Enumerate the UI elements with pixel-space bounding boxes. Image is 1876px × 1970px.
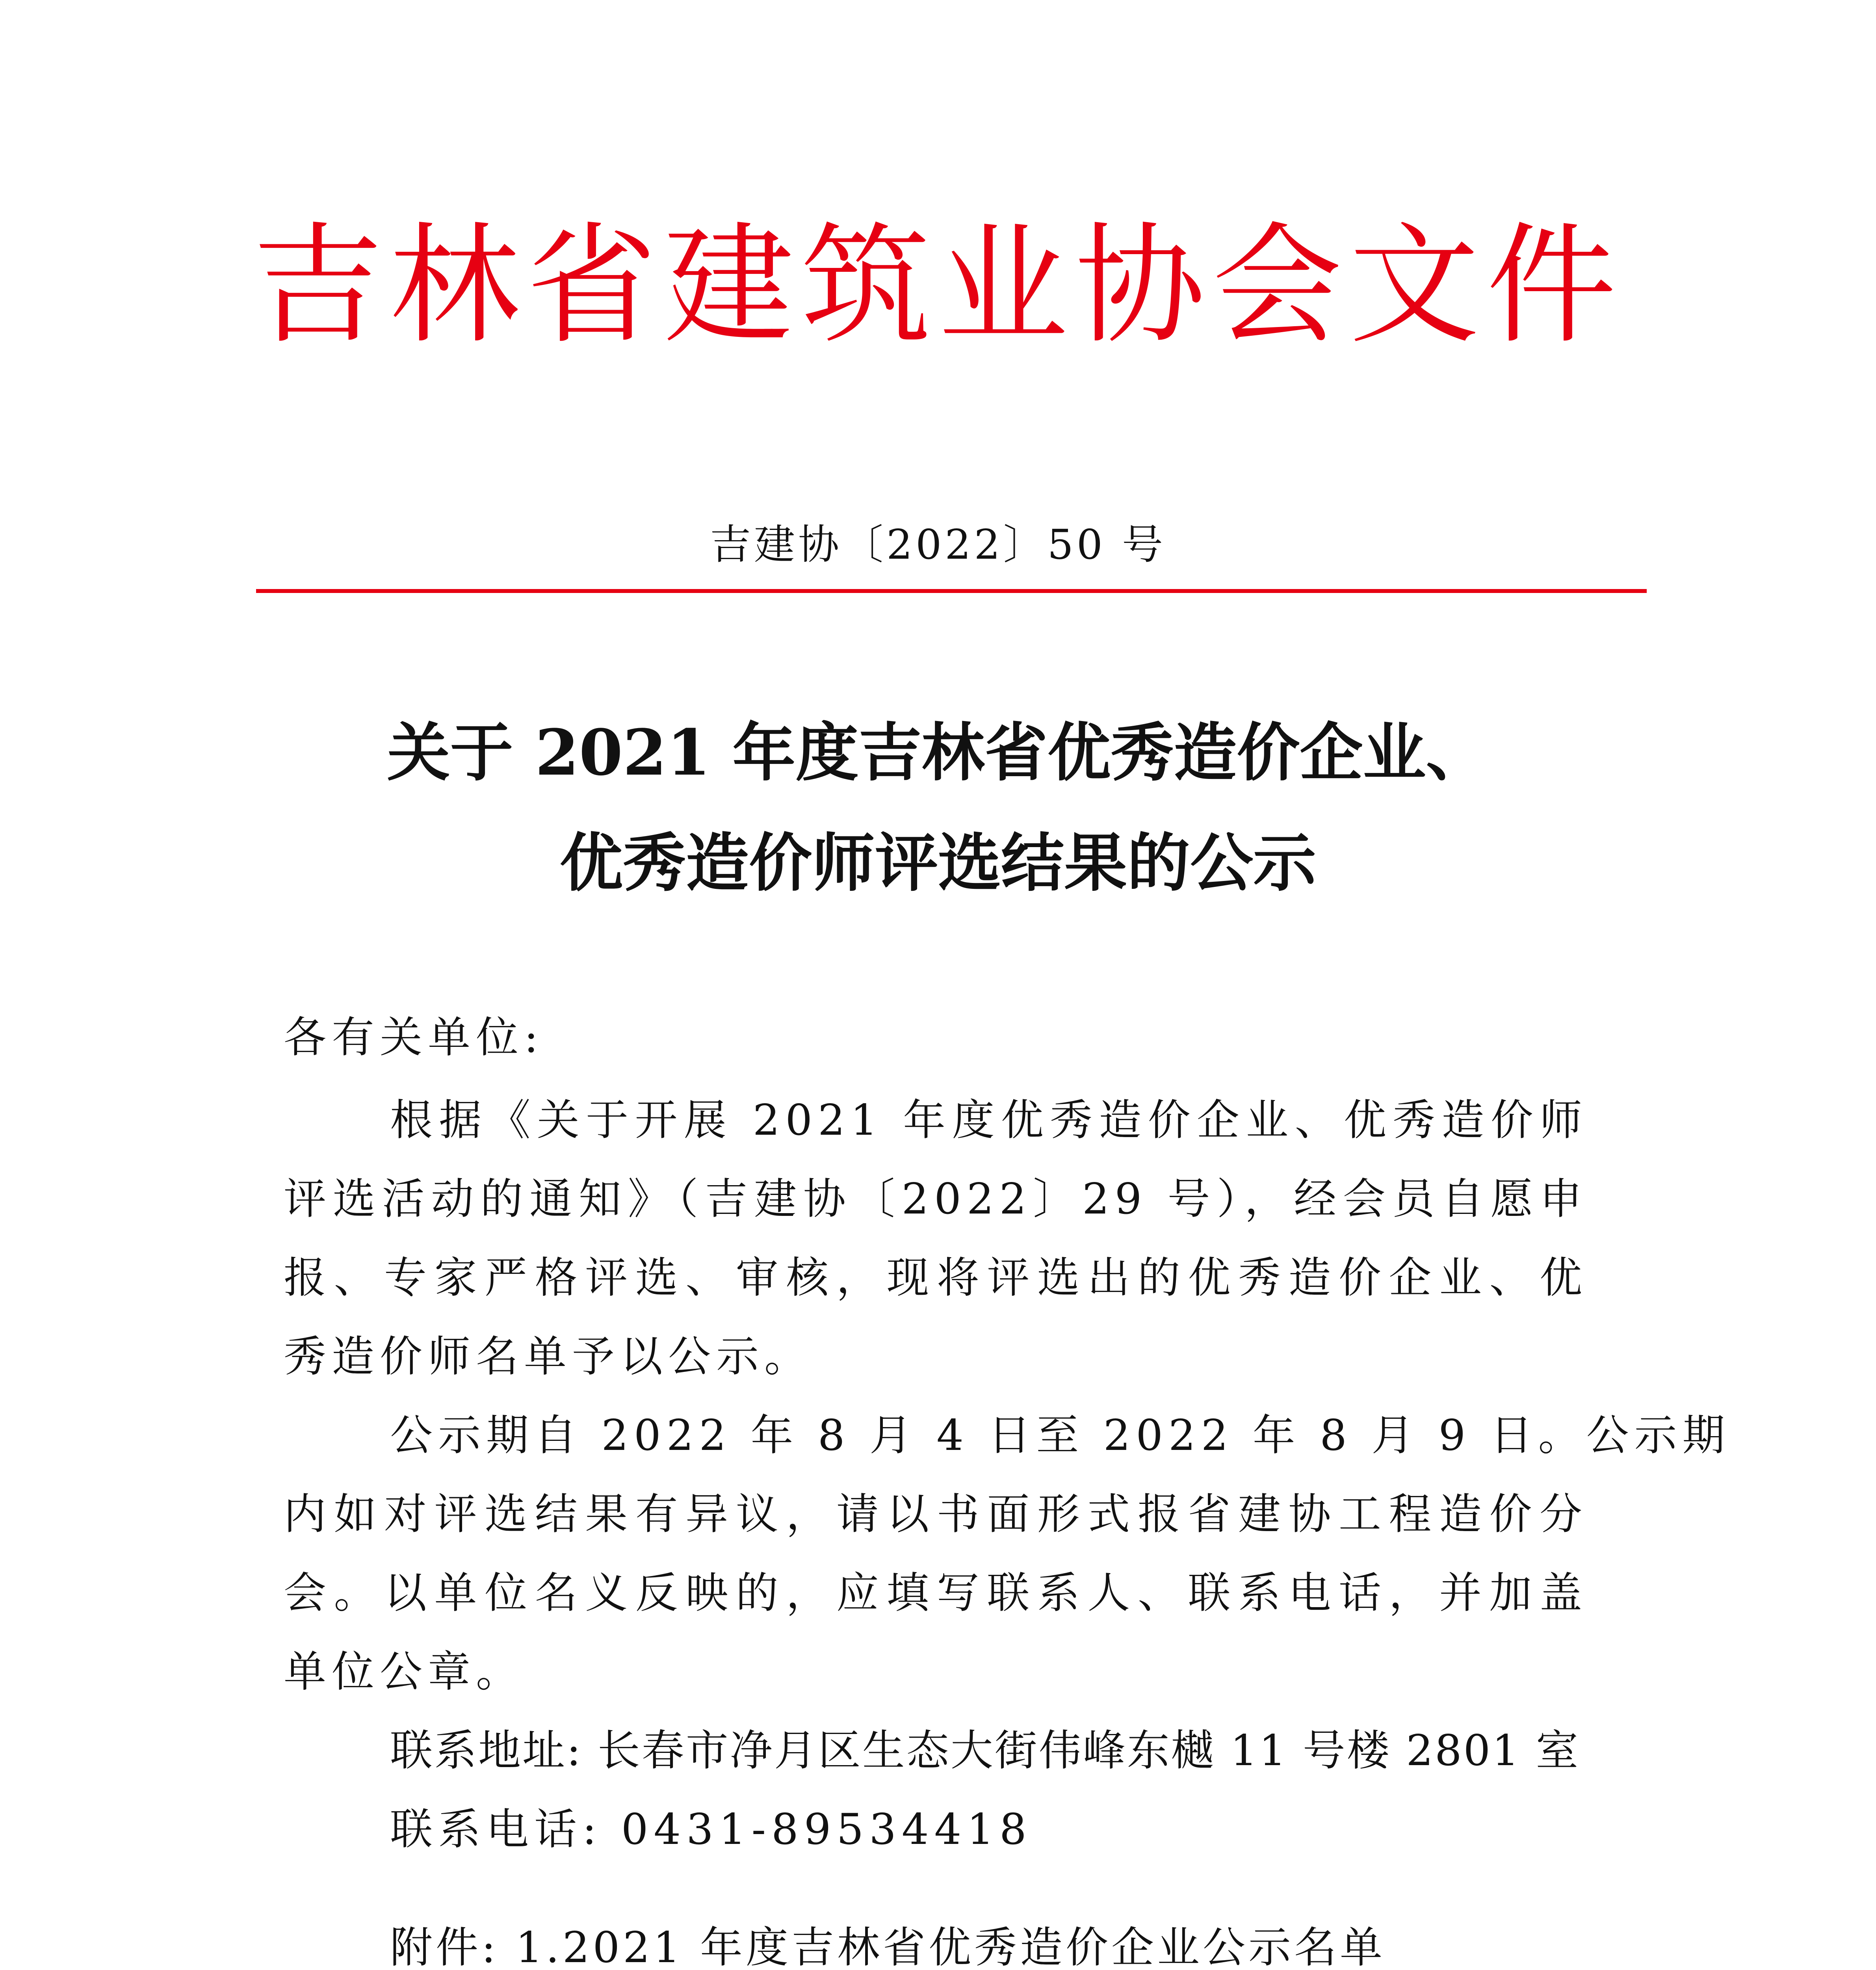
- attachment-item-1: 附件: 1.2021 年度吉林省优秀造价企业公示名单: [390, 1923, 1386, 1970]
- notice-title-line-1: 关于 2021 年度吉林省优秀造价企业、: [387, 716, 1489, 790]
- contact-address: 联系地址: 长春市净月区生态大街伟峰东樾 11 号楼 2801 室: [390, 1726, 1580, 1775]
- document-number: 吉建协〔2022〕50 号: [710, 520, 1166, 569]
- paragraph-2-line-4: 单位公章。: [284, 1647, 524, 1697]
- paragraph-1-line-3: 报、专家严格评选、审核，现将评选出的优秀造价企业、优: [284, 1253, 1588, 1303]
- paragraph-1-line-4: 秀造价师名单予以公示。: [284, 1332, 813, 1381]
- contact-phone: 联系电话: 0431-89534418: [390, 1805, 1032, 1854]
- red-divider-line: [256, 589, 1647, 593]
- org-header-title: 吉林省建筑业协会文件: [253, 210, 1623, 361]
- salutation: 各有关单位:: [284, 1013, 544, 1062]
- paragraph-2-line-1: 公示期自 2022 年 8 月 4 日至 2022 年 8 月 9 日。公示期: [390, 1411, 1731, 1460]
- paragraph-2-line-2: 内如对评选结果有异议，请以书面形式报省建协工程造价分: [284, 1490, 1588, 1539]
- notice-title-line-2: 优秀造价师评选结果的公示: [559, 826, 1316, 900]
- paragraph-1-line-1: 根据《关于开展 2021 年度优秀造价企业、优秀造价师: [390, 1096, 1588, 1145]
- paragraph-2-line-3: 会。以单位名义反映的，应填写联系人、联系电话，并加盖: [284, 1569, 1588, 1618]
- paragraph-1-line-2: 评选活动的通知》（吉建协〔2022〕29 号），经会员自愿申: [284, 1175, 1588, 1224]
